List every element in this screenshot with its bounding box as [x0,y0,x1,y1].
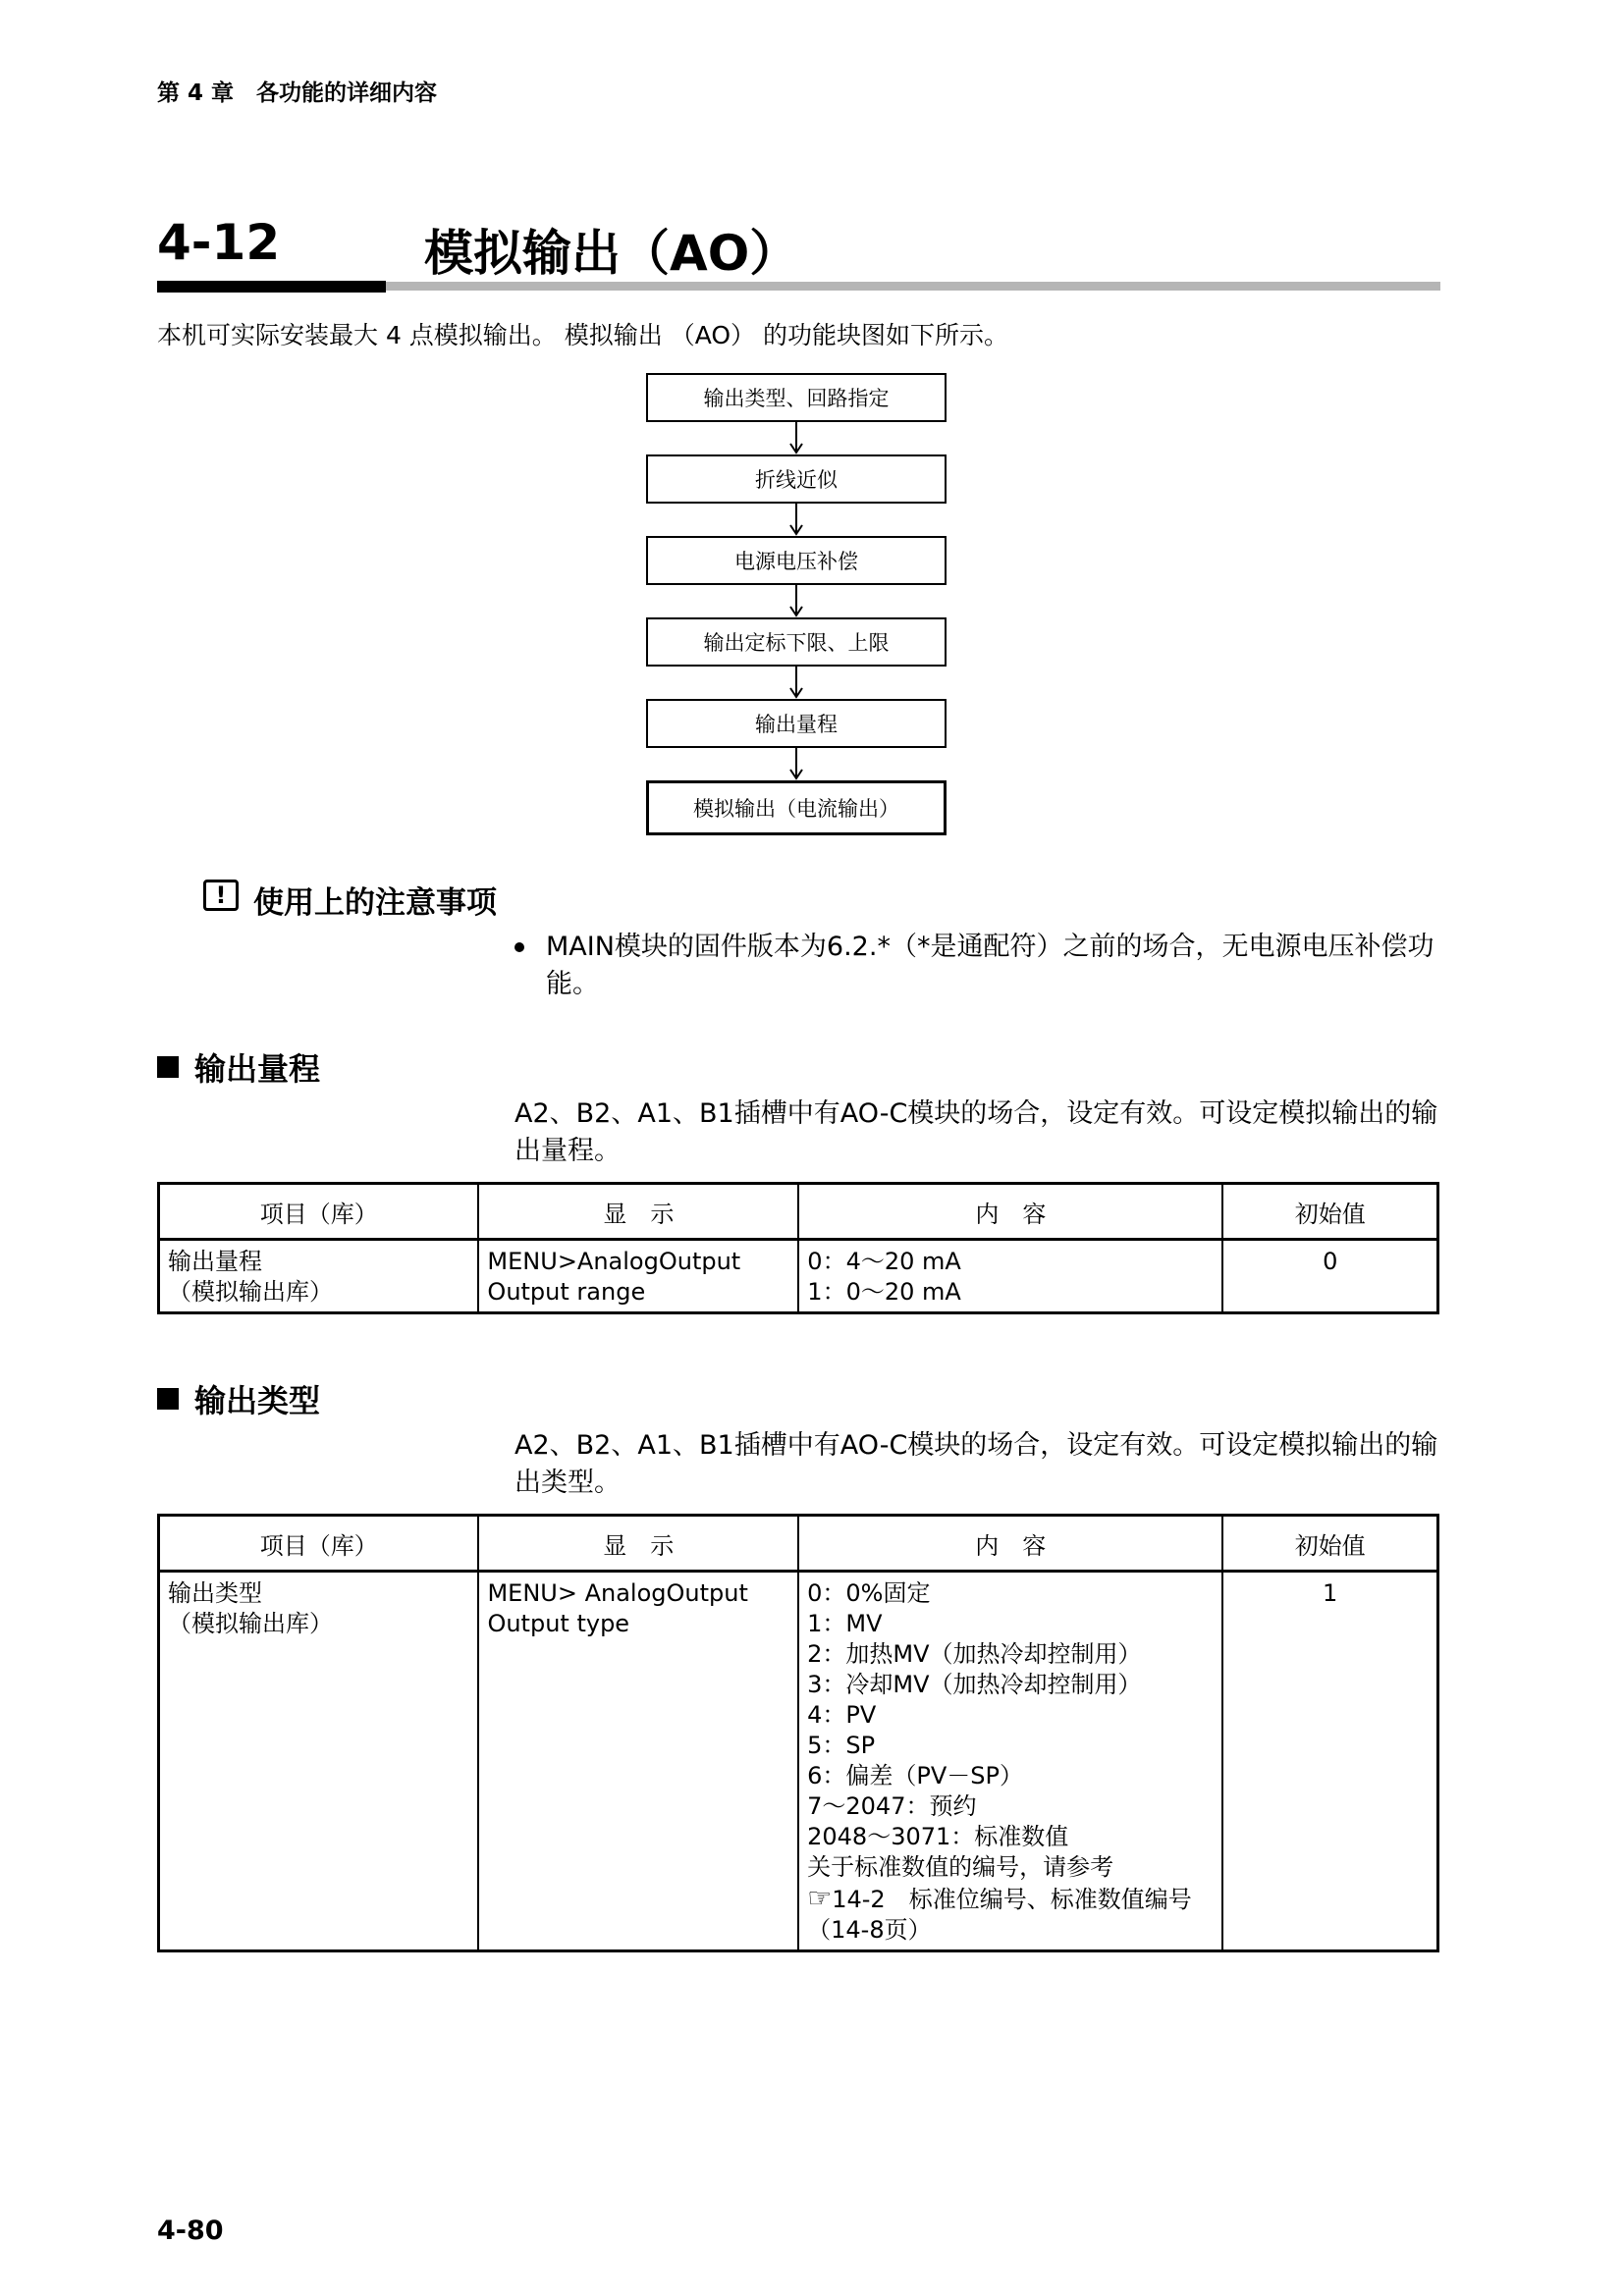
content-line: 5：SP [807,1732,876,1759]
section-title: 模拟输出（AO） [424,225,799,282]
range-table [157,1182,1439,1314]
header-item: 项目（库） [159,1184,479,1240]
flow-box-linearization: 折线近似 [646,454,947,504]
display-path: MENU>AnalogOutput [487,1248,741,1275]
content-line: 1：MV [807,1610,883,1637]
table-row [159,1572,1438,1951]
table-row [159,1240,1438,1313]
content-line: 0：0%固定 [807,1579,931,1607]
bullet-icon [514,942,524,952]
range-heading-text: 输出量程 [194,1050,321,1088]
cell-display [478,1572,798,1951]
intro-text: 本机可实际安装最大 4 点模拟输出。 模拟输出 （AO） 的功能块图如下所示。 [157,321,1008,349]
cell-content [798,1572,1222,1951]
caution-icon: ! [203,880,239,911]
pointing-hand-icon: ☞ [807,1882,833,1914]
header-content: 内 容 [798,1184,1222,1240]
table-header-row [159,1516,1438,1572]
content-line: 2048～3071：标准数值 [807,1823,1069,1850]
content-line: 3：冷却MV（加热冷却控制用） [807,1671,1142,1698]
flow-arrow-down-icon [787,585,805,617]
table-header-row [159,1184,1438,1240]
type-heading-text: 输出类型 [194,1382,321,1419]
cell-content [798,1240,1222,1313]
flow-box-analog-output: 模拟输出（电流输出） [646,780,947,835]
item-name: 输出量程 [168,1248,262,1275]
note-bullet-text: MAIN模块的固件版本为6.2.*（*是通配符）之前的场合，无电源电压补偿功能。 [546,932,1435,999]
display-label: Output type [487,1610,630,1637]
item-bank: （模拟输出库） [168,1610,333,1637]
section-number: 4-12 [157,214,281,271]
cell-display [478,1240,798,1313]
page-number: 4-80 [157,2216,224,2246]
flow-box-output-type: 输出类型、回路指定 [646,373,947,422]
flow-arrow-down-icon [787,667,805,699]
content-line: 7～2047：预约 [807,1792,977,1820]
content-line: 关于标准数值的编号，请参考 [807,1853,1114,1881]
header-display: 显 示 [478,1516,798,1572]
square-bullet-icon [157,1388,179,1410]
flow-arrow-down-icon [787,422,805,454]
header-item: 项目（库） [159,1516,479,1572]
cell-initial: 1 [1222,1572,1437,1951]
content-line: 6：偏差（PV－SP） [807,1762,1023,1789]
type-table [157,1514,1439,1952]
content-line: 0：4～20 mA [807,1248,961,1275]
item-bank: （模拟输出库） [168,1278,333,1306]
item-name: 输出类型 [168,1579,262,1607]
header-initial: 初始值 [1222,1516,1437,1572]
flow-box-output-range: 输出量程 [646,699,947,748]
content-line: 4：PV [807,1701,877,1729]
content-line: 1：0～20 mA [807,1278,961,1306]
type-description: A2、B2、A1、B1插槽中有AO-C模块的场合，设定有效。可设定模拟输出的输出类型。 [514,1430,1438,1498]
square-bullet-icon [157,1056,179,1078]
flow-box-voltage-compensation: 电源电压补偿 [646,536,947,585]
content-line: 2：加热MV（加热冷却控制用） [807,1640,1142,1668]
range-description: A2、B2、A1、B1插槽中有AO-C模块的场合，设定有效。可设定模拟输出的输出量程。 [514,1098,1438,1166]
reference-link[interactable]: 14-2 标准位编号、标准数值编号 （14-8页） [807,1886,1216,1944]
display-label: Output range [487,1278,646,1306]
chapter-header: 第 4 章 各功能的详细内容 [157,80,438,106]
header-display: 显 示 [478,1184,798,1240]
flow-box-output-scaling: 输出定标下限、上限 [646,617,947,667]
flow-arrow-down-icon [787,748,805,780]
cell-item [159,1572,479,1951]
flow-arrow-down-icon [787,504,805,536]
header-initial: 初始值 [1222,1184,1437,1240]
reference-line [807,1883,1214,1946]
display-path: MENU> AnalogOutput [487,1579,748,1607]
title-rule-black [157,281,386,293]
type-heading [157,1376,320,1421]
range-heading [157,1044,320,1090]
title-rule-gray [386,282,1440,291]
cell-item [159,1240,479,1313]
note-title: 使用上的注意事项 [253,885,497,921]
cell-initial: 0 [1222,1240,1437,1313]
header-content: 内 容 [798,1516,1222,1572]
